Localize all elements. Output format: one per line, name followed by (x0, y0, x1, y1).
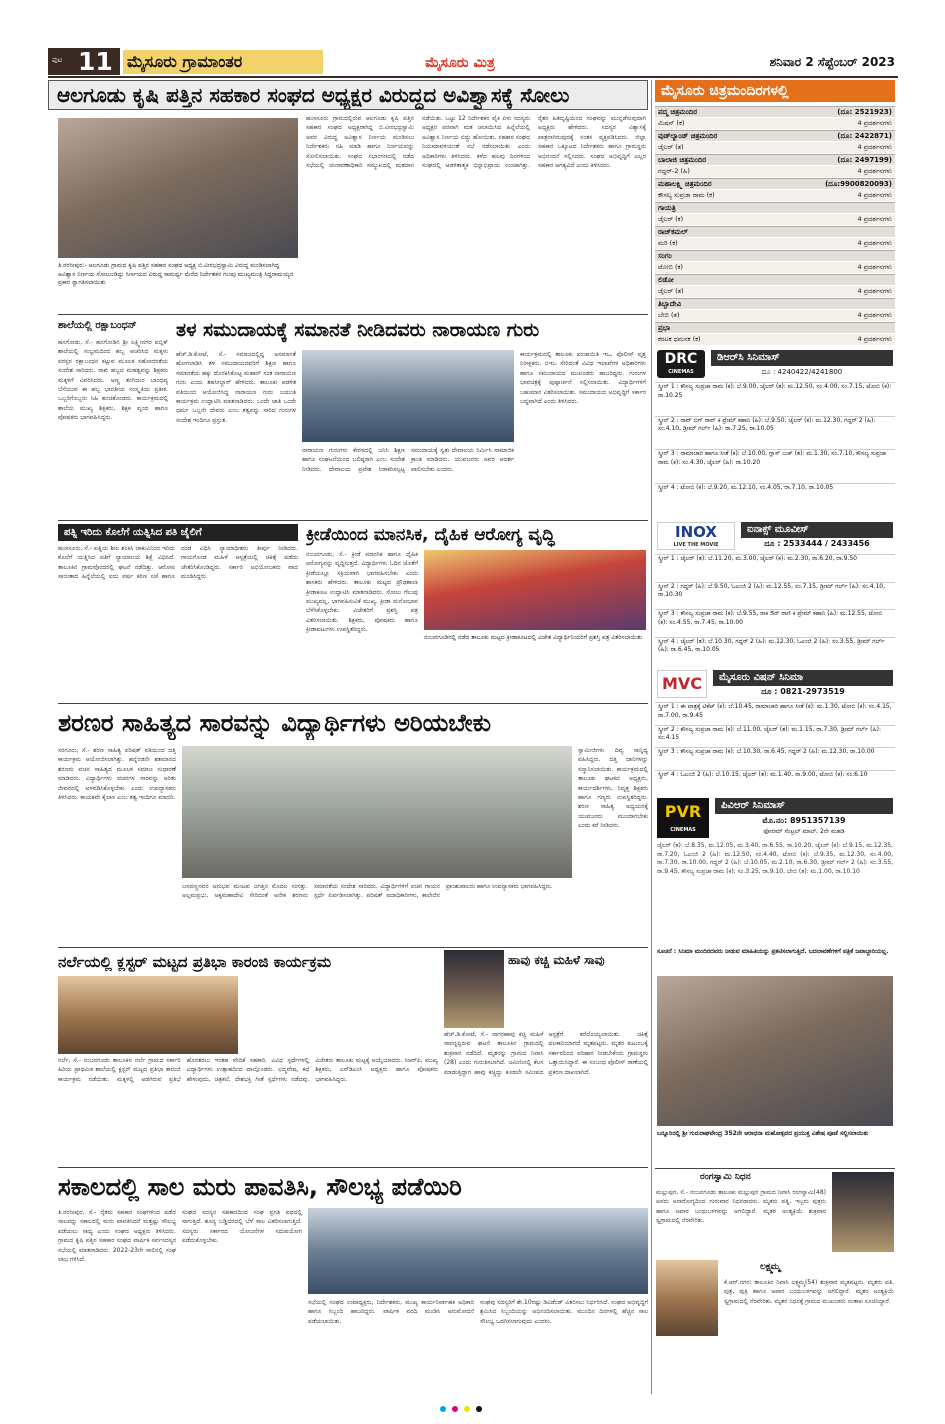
page-header (0, 0, 945, 78)
narayana-body-b: ನಾರಾಯಣ ಗುರುಗಳು ಕೇರಳದಲ್ಲಿ ಜನಿಸಿ ಶಿಕ್ಷಣ ಹಾಗೂ ಸಂಘಟನೆಯಿಂದ ಬಲಿಷ್ಠರಾಗಿ ಎಂಬ ಸಂದೇಶ ನೀಡಿದರು. ದೇವಾಲಯ ಪ್ರವೇಶ ನಿರಾಕರಿಸಲ್ಪಟ್ಟ ಸಮುದಾಯಕ್ಕೆ ಸ್ವತಃ ದೇವಾಲಯ ನಿರ್ಮಿಸಿ ಸಾಮಾಜಿಕ ಕ್ರಾಂತಿ ಮಾಡಿದರು. ಯುವಜನರು ಅವರ ಆದರ್ಶ ಪಾಲಿಸಬೇಕು ಎಂದರು. (302, 447, 514, 473)
cinema-panel (655, 80, 895, 1170)
sharana-body-b: ಬಸವಣ್ಣನವರ ಅನುಭವ ಮಂಟಪ ಜಗತ್ತಿನ ಮೊದಲ ಸಂಸತ್ತು. ಅಲ್ಲಮಪ್ರಭು, ಅಕ್ಕಮಹಾದೇವಿ ಸೇರಿದಂತೆ ಅನೇಕ ಶರಣರು ಸಮಾನತೆಯ ಸಂದೇಶ ಸಾರಿದರು. ವಿದ್ಯಾರ್ಥಿಗಳಿಗೆ ವಚನ ಗಾಯನ ಸ್ಪರ್ಧೆ ಏರ್ಪಡಿಸಲಾಗಿತ್ತು. ಪರಿಷತ್ ಪದಾಧಿಕಾರಿಗಳು, ಕಾಲೇಜಿನ ಪ್ರಾಂಶುಪಾಲರು ಹಾಗೂ ಉಪನ್ಯಾಸಕರು ಭಾಗವಹಿಸಿದ್ದರು. (182, 883, 553, 900)
theatre-row-label: ಜೈಲರ್ (ತ) (658, 287, 684, 295)
screen-showtimes: ಸ್ಕ್ರೀನ್ 1 : ಈ ಪಾತ್ರಕ್ಕೆ ಟಿಕೆಟ್ (ಕ): ಬೆ.10.45, ರಾಮಾಚಾರಿ ಹಾಗೂ ಸೀತೆ (ಕ): ಮ.1.30, ಟೋಬಿ (ಕ): ಸಂ.4.15, ರಾ.7.00, ರಾ.9.45 (655, 702, 895, 725)
section-rule (655, 1168, 895, 1169)
theatre-row-label: ಮರಿ (ಕ) (658, 239, 678, 247)
theatre-name-row (655, 226, 895, 237)
screen-showtimes: ಸ್ಕ್ರೀನ್ 3 : ಕೌಸಲ್ಯ ಸುಪ್ರಜಾ ರಾಮ (ಕ): ಬೆ.9.55, ರಾಕಿ ಔರ್ ರಾಣಿ ಕಿ ಪ್ರೇಮ್ ಕಹಾನಿ (ಹಿ): ಮ.12.55, ಟೋಬಿ (ಕ): ಸಂ.4.55, ರಾ.7.45, ರಾ.10.00 (655, 609, 895, 637)
cinema-title: ಮೈಸೂರು ಚಿತ್ರಮಂದಿರಗಳಲ್ಲಿ (655, 80, 895, 102)
theatre-row-label: ಪದ್ಮ ಚಿತ್ರಮಂದಿರ (658, 108, 698, 116)
screen-showtimes: ಸ್ಕ್ರೀನ್ 4 : ಓಎಂಜಿ 2 (ಹಿ): ಬೆ.10.15, ಜೈಲರ್ (ತ): ಮ.1.40, ರಾ.9.00, ಟೋಬಿ (ಕ): ಸಂ.6.10 (655, 770, 895, 793)
pvr-note: ಸೂಚನೆ : ಸಿನಿಮಾ ಮಂದಿರದವರು ನೀಡುವ ಮಾಹಿತಿಯನ್ನು ಪ್ರಕಟಿಸಲಾಗುತ್ತಿದೆ. ಬದಲಾವಣೆಗಳಿಗೆ ಪತ್ರಿಕೆ ಜವಾಬ್ದಾರಿಯಲ್ಲ. (657, 948, 889, 955)
ganapati-photo (657, 976, 893, 1126)
inox-name: ಐನಾಕ್ಸ್ ಮೂವೀಸ್ (741, 522, 893, 538)
loan-headline: ಸಕಾಲದಲ್ಲಿ ಸಾಲ ಮರು ಪಾವತಿಸಿ, ಸೌಲಭ್ಯ ಪಡೆಯಿರಿ (58, 1173, 462, 1201)
theatre-name-row (655, 298, 895, 309)
theatre-movie-row (655, 310, 895, 321)
mvc-logo: MVC (657, 670, 707, 698)
theatre-row-info: (ದೂ:9900820093) (825, 180, 892, 188)
narayana-body-c: ಕಾರ್ಯಕ್ರಮದಲ್ಲಿ ತಾಲೂಕು ಪಂಚಾಯಿತಿ ಇಒ, ಪೊಲೀಸ್ ವೃತ್ತ ನಿರೀಕ್ಷಕರು, ಬಿಇಒ ಸೇರಿದಂತೆ ವಿವಿಧ ಇಲಾಖೆಗಳ ಅಧಿಕಾರಿಗಳು ಹಾಗೂ ಸಮುದಾಯದ ಮುಖಂಡರು ಹಾಜರಿದ್ದರು. ಗುರುಗಳ ಭಾವಚಿತ್ರಕ್ಕೆ ಪುಷ್ಪಾರ್ಚನೆ ಸಲ್ಲಿಸಲಾಯಿತು. ವಿದ್ಯಾರ್ಥಿಗಳಿಗೆ ಬಹುಮಾನ ವಿತರಿಸಲಾಯಿತು. ಸಮುದಾಯದ ಅಭಿವೃದ್ಧಿಗೆ ಸರ್ಕಾರ ಬದ್ಧವಾಗಿದೆ ಎಂದು ತಿಳಿಸಿದರು. (520, 351, 646, 406)
header-divider (48, 76, 898, 78)
theatre-row-label: ಗಾಯತ್ರಿ (658, 204, 676, 212)
page-number: 11 (78, 47, 113, 76)
column-rule (651, 80, 652, 1394)
theatre-movie-row (655, 166, 895, 177)
theatre-row-label: ಮಿಷನ್ (ಕ) (658, 119, 685, 127)
theatre-row-label: ಲಿಡೋ (658, 276, 674, 284)
obit1-photo (832, 1172, 894, 1252)
theatre-row-label: ಪ್ರಭಾ (658, 324, 671, 332)
sharana-photo (182, 746, 572, 878)
theatre-list (655, 106, 895, 346)
theatre-name-row (655, 130, 895, 141)
section-rule (58, 1167, 648, 1168)
mvc-name: ಮೈಸೂರು ವಿಷನ್ ಸಿನಿಮಾ (713, 670, 893, 686)
cluster-body: ನರ್ಲೆ, ಸೆ.- ನಂಜನಗೂಡು ತಾಲೂಕಿನ ನರ್ಲೆ ಗ್ರಾಮದ ಸರ್ಕಾರಿ ಹಿರಿಯ ಪ್ರಾಥಮಿಕ ಶಾಲೆಯಲ್ಲಿ ಕ್ಲಸ್ಟರ್ ಮಟ್ಟದ ಪ್ರತಿಭಾ ಕಾರಂಜಿ ಕಾರ್ಯಕ್ರಮ ನಡೆಯಿತು. ಮಕ್ಕಳಲ್ಲಿ ಅಡಗಿರುವ ಪ್ರತಿಭೆ ಹೊರತರಲು ಇಂತಹ ವೇದಿಕೆ ಸಹಕಾರಿ. ವಿವಿಧ ಸ್ಪರ್ಧೆಗಳಲ್ಲಿ ವಿದ್ಯಾರ್ಥಿಗಳು ಉತ್ಸಾಹದಿಂದ ಪಾಲ್ಗೊಂಡರು. ಛದ್ಮವೇಷ, ಕಥೆ ಹೇಳುವುದು, ಚಿತ್ರಕಲೆ, ದೇಶಭಕ್ತಿ ಗೀತೆ ಸ್ಪರ್ಧೆಗಳು ನಡೆದವು. ವಿಜೇತರು ತಾಲೂಕು ಮಟ್ಟಕ್ಕೆ ಆಯ್ಕೆಯಾದರು. ಸಿಆರ್‌ಪಿ, ಮುಖ್ಯ ಶಿಕ್ಷಕರು, ಎಸ್‌ಡಿಎಂಸಿ ಅಧ್ಯಕ್ಷರು ಹಾಗೂ ಪೋಷಕರು ಭಾಗವಹಿಸಿದ್ದರು. (58, 1057, 438, 1083)
theatre-movie-row (655, 286, 895, 297)
section-title: ಮೈಸೂರು ಗ್ರಾಮಾಂತರ (123, 50, 323, 74)
story1-body: ಹುಣಸೂರು ಗ್ರಾಮದಲ್ಲಿರುವ ಆಲಗೂಡು ಕೃಷಿ ಪತ್ತಿನ ಸಹಕಾರ ಸಂಘದ ಅಧ್ಯಕ್ಷರಾಗಿದ್ದ ಬಿ.ವೀರಭದ್ರಸ್ವಾಮಿ ಅವರ ವಿರುದ್ಧ ಅವಿಶ್ವಾಸ ನಿರ್ಣಯ ಮಂಡಿಸಲು ನಿರ್ದೇಶಕರು ಸಹಿ ಮಾಡಿ ಹಾಗೂ ನಿರ್ಣಯವನ್ನು ಸೋಲಿಸಲಾಯಿತು. ಸಂಘದ ಸಭಾಂಗಣದಲ್ಲಿ ನಡೆದ ಸಭೆಯಲ್ಲಿ ಚುನಾವಣಾಧಿಕಾರಿ ಸಮ್ಮುಖದಲ್ಲಿ ಮತದಾನ ನಡೆಯಿತು. ಒಟ್ಟು 12 ನಿರ್ದೇಶಕರ ಪೈಕಿ ಏಳು ಸದಸ್ಯರು ಅಧ್ಯಕ್ಷರ ಪರವಾಗಿ ಮತ ಚಲಾಯಿಸಿದ ಹಿನ್ನೆಲೆಯಲ್ಲಿ ಅವಿಶ್ವಾಸ ನಿರ್ಣಯ ಬಿದ್ದು ಹೋಯಿತು. ಸಹಕಾರ ಸಂಘದ ನಿಯಮಾವಳಿಯಂತೆ ಸಭೆ ನಡೆಸಲಾಯಿತು ಎಂದು ಅಧಿಕಾರಿಗಳು ತಿಳಿಸಿದರು. ಕಳೆದ ಹಲವು ದಿನಗಳಿಂದ ಸಂಘದಲ್ಲಿ ಆಡಳಿತಾತ್ಮಕ ಭಿನ್ನಾಭಿಪ್ರಾಯ ಉಂಟಾಗಿತ್ತು. ರೈತರ ಹಿತದೃಷ್ಟಿಯಿಂದ ಸಂಘವನ್ನು ಮುನ್ನಡೆಸುವುದಾಗಿ ಅಧ್ಯಕ್ಷರು ಹೇಳಿದರು. ಸದಸ್ಯರ ವಿಶ್ವಾಸಕ್ಕೆ ಪಾತ್ರನಾಗಿರುವುದಕ್ಕೆ ಸಂತಸ ವ್ಯಕ್ತಪಡಿಸಿದರು. ಜಿಲ್ಲಾ ಸಹಕಾರ ಒಕ್ಕೂಟದ ನಿರ್ದೇಶಕರು ಹಾಗೂ ಗ್ರಾಮಸ್ಥರು ಅಭಿನಂದನೆ ಸಲ್ಲಿಸಿದರು. ಸಂಘದ ಅಭಿವೃದ್ಧಿಗೆ ಎಲ್ಲರ ಸಹಕಾರ ಅಗತ್ಯವಿದೆ ಎಂದು ತಿಳಿಸಿದರು. (306, 115, 646, 170)
pvr-shows: ಜೈಲರ್ (ತ): ಬೆ.8.35, ಮ.12.05, ಮ.3.40, ರಾ.6.55, ರಾ.10.20, ಜೈಲರ್ (ಕ): ಬೆ.9.15, ಮ.12.35, ರಾ.7.20, ಓಎಂಜಿ 2 (ಹಿ): ಮ.12.50, ಸಂ.4.40, ಟೋಬಿ (ಕ): ಬೆ.9.35, ಮ.12.30, ಸಂ.4.00, ರಾ.7.30, ರಾ.10.00, ಗದ್ದರ್ 2 (ಹಿ): ಬೆ.10.05, ಮ.2.10, ರಾ.6.30, ಡ್ರೀಮ್ ಗರ್ಲ್ 2 (ಹಿ): ಸಂ.3.55, ರಾ.9.45, ಕೌಸಲ್ಯ ಸುಪ್ರಜಾ ರಾಮ (ಕ): ಸಂ.3.25, ರಾ.9.10, ಬೇಬಿ (ತ): ಮ.1.00, ರಾ.10.10 (657, 842, 893, 875)
theatre-movie-row (655, 262, 895, 273)
pvr-logo-sub: CINEMAS (670, 827, 696, 833)
screen-showtimes: ಸ್ಕ್ರೀನ್ 4 : ಟೋಬಿ (ಕ): ಬೆ.9.20, ಮ.12.10, ಸಂ.4.05, ರಾ.7.10, ರಾ.10.05 (655, 483, 895, 517)
cluster-photo (58, 976, 238, 1054)
section-rule (58, 947, 648, 948)
inox-block (655, 520, 895, 666)
theatre-row-label: ವುಡ್‌ಲ್ಯಾಂಡ್ ಚಿತ್ರಮಂದಿರ (658, 132, 718, 140)
theatre-row-info: 4 ಪ್ರದರ್ಶನಗಳು (857, 287, 892, 295)
page-label: ಪುಟ (52, 56, 63, 64)
page-number-box (48, 48, 120, 75)
theatre-row-info: 4 ಪ್ರದರ್ಶನಗಳು (857, 335, 892, 343)
section-rule (58, 520, 648, 521)
theatre-name-row (655, 274, 895, 285)
screen-showtimes: ಸ್ಕ್ರೀನ್ 2 : ರಾವ್ ಬಿಗ್ ರಾವ್ ಕಿ ಪ್ರೇಮ್ ಕಹಾನಿ (ಹಿ): ಬೆ.9.50, ಜೈಲರ್ (ಕ): ಮ.12.30, ಗದ್ದರ್ 2 (ಹಿ): ಸಂ.4.10, ಡ್ರೀಮ್ ಗರ್ಲ್ (ಹಿ): ರಾ.7.25, ರಾ.10.05 (655, 416, 895, 450)
inox-logo-text: INOX (675, 523, 717, 541)
story1-caption: ತಿ.ನರಸೀಪುರ:- ಆಲಗೂಡು ಗ್ರಾಮದ ಕೃಷಿ ಪತ್ತಿನ ಸಹಕಾರ ಸಂಘದ ಅಧ್ಯಕ್ಷ ಬಿ.ವೀರಭದ್ರಸ್ವಾಮಿ ವಿರುದ್ಧ ಮಂಡಿಸಲಾಗಿದ್ದ ಅವಿಶ್ವಾಸ ನಿರ್ಣಯ ಸೋಲುಂಡಿದ್ದು ಸಿರ್ಣಯದ ವಿರುದ್ಧ ಸಾಮರ್ಥ್ಯ ಮೆರೆದ ನಿರ್ದೇಶಕರ ಗುಂಪು ಮುಖ್ಯಮಂತ್ರಿ ಸಿದ್ದರಾಮಯ್ಯರ ಪ್ರಕಾರ ಸ್ವಾಗತಿಸಲಾಯಿತು (58, 262, 294, 286)
ganapati-caption: ಬನ್ನೂರಿನಲ್ಲಿ ಶ್ರೀ ಗುರುರಾಘವೇಂದ್ರ 352ನೇ ಆರಾಧನಾ ಮಹೋತ್ಸವದ ಪ್ರಯುಕ್ತ ವಿಶೇಷ ಪೂಜೆ ಸಲ್ಲಿಸಲಾಯಿತು (657, 1130, 869, 1137)
theatre-name-row (655, 322, 895, 333)
narayana-body-a: ಹೆಚ್.ಡಿ.ಕೋಟೆ, ಸೆ.- ಸಮಾಜದಲ್ಲಿದ್ದ ಅಸಮಾನತೆ ಹೋಗಲಾಡಿಸಿ ತಳ ಸಮುದಾಯದವರಿಗೆ ಶಿಕ್ಷಣ ಹಾಗೂ ಸಮಾನತೆಯ ಹಕ್ಕು ದೊರಕಿಸಿಕೊಟ್ಟ ಮಹಾನ್ ಸಂತ ನಾರಾಯಣ ಗುರು ಎಂದು ತಹಸೀಲ್ದಾರ್ ಹೇಳಿದರು. ತಾಲೂಕು ಆಡಳಿತ ವತಿಯಿಂದ ಆಯೋಜಿಸಿದ್ದ ನಾರಾಯಣ ಗುರು ಜಯಂತಿ ಕಾರ್ಯಕ್ರಮ ಉದ್ಘಾಟಿಸಿ ಮಾತನಾಡಿದರು. ಒಂದೇ ಜಾತಿ ಒಂದೇ ಧರ್ಮ ಒಬ್ಬನೇ ದೇವರು ಎಂಬ ತತ್ವವನ್ನು ಸಾರಿದ ಗುರುಗಳ ಸಂದೇಶ ಇಂದಿಗೂ ಪ್ರಸ್ತುತ. (176, 351, 296, 424)
narayana-headline: ತಳ ಸಮುದಾಯಕ್ಕೆ ಸಮಾನತೆ ನೀಡಿದವರು ನಾರಾಯಣ ಗುರು (176, 319, 540, 341)
loan-body-b: ಸಂಘದ ಸದಸ್ಯರ ಸಹಕಾರದಿಂದ ಸಂಘ ಪ್ರಗತಿ ಪಥದಲ್ಲಿ ಸಾಗುತ್ತಿದೆ. ಶೂನ್ಯ ಬಡ್ಡಿದರದಲ್ಲಿ ಬೆಳೆ ಸಾಲ ವಿತರಿಸಲಾಗುತ್ತಿದೆ. ಸದಸ್ಯರು ಸರ್ಕಾರದ ಯೋಜನೆಗಳ ಸದುಪಯೋಗ ಪಡೆದುಕೊಳ್ಳಬೇಕು. (182, 1209, 302, 1245)
loan-body-a: ತಿ.ನರಸೀಪುರ, ಸೆ.- ರೈತರು ಸಹಕಾರ ಸಂಘಗಳಿಂದ ಪಡೆದ ಸಾಲವನ್ನು ಸಕಾಲದಲ್ಲಿ ಮರು ಪಾವತಿಸಿದರೆ ಮತ್ತಷ್ಟು ಸೌಲಭ್ಯ ಪಡೆಯಲು ಸಾಧ್ಯ ಎಂದು ಸಂಘದ ಅಧ್ಯಕ್ಷರು ತಿಳಿಸಿದರು. ಗ್ರಾಮದ ಕೃಷಿ ಪತ್ತಿನ ಸಹಕಾರ ಸಂಘದ ವಾರ್ಷಿಕ ಸರ್ವಸದಸ್ಯರ ಸಭೆಯಲ್ಲಿ ಮಾತನಾಡಿದರು. 2022-23ನೇ ಸಾಲಿನಲ್ಲಿ ಸಂಘ ಲಾಭ ಗಳಿಸಿದೆ. (58, 1209, 176, 1264)
rakhi-body: ಹನಗೋಡು, ಸೆ.- ಹನಗೋಡಿನ ಶ್ರೀ ಲಕ್ಷ್ಮೀನಗರ ಪಬ್ಲಿಕ್ ಶಾಲೆಯಲ್ಲಿ ಸಂಭ್ರಮದಿಂದ ಹಬ್ಬ ಆಚರಿಸಿದ ಮಕ್ಕಳು ಪರಸ್ಪರ ರಕ್ಷಾಬಂಧನ ಕಟ್ಟುವ ಮೂಲಕ ಸಹೋದರತೆಯ ಸಂದೇಶ ಸಾರಿದರು. ರಾಖಿ ಹಬ್ಬದ ಮಹತ್ವವನ್ನು ಶಿಕ್ಷಕರು ಮಕ್ಕಳಿಗೆ ವಿವರಿಸಿದರು. ಅಣ್ಣ ತಂಗಿಯರ ಬಾಂಧವ್ಯ ಬೆಸೆಯುವ ಈ ಹಬ್ಬ ಭಾರತೀಯ ಸಂಸ್ಕೃತಿಯ ಪ್ರತೀಕ. ಒಬ್ಬರಿಗೊಬ್ಬರು ಸಿಹಿ ಹಂಚಿಕೊಂಡರು. ಕಾರ್ಯಕ್ರಮದಲ್ಲಿ ಶಾಲೆಯ ಮುಖ್ಯ ಶಿಕ್ಷಕರು, ಶಿಕ್ಷಕ ವೃಂದ ಹಾಗೂ ಪೋಷಕರು ಭಾಗವಹಿಸಿದ್ದರು. (58, 339, 168, 422)
snake-body: ಹೆಚ್.ಡಿ.ಕೋಟೆ, ಸೆ.- ನಾಗರಹಾವು ಕಚ್ಚಿ ಮಹಿಳೆ ಸಾವನ್ನಪ್ಪಿರುವ ಘಟನೆ ತಾಲೂಕಿನ ಗ್ರಾಮದಲ್ಲಿ ಶುಕ್ರವಾರ ನಡೆದಿದೆ. ಮೃತರನ್ನು ಗ್ರಾಮದ ನಿವಾಸಿ (28) ಎಂದು ಗುರುತಿಸಲಾಗಿದೆ. ಜಮೀನಿನಲ್ಲಿ ಕೆಲಸ ಮಾಡುತ್ತಿದ್ದಾಗ ಹಾವು ಕಚ್ಚಿದ್ದು ಕೂಡಲೇ ಸಮೀಪದ ಆಸ್ಪತ್ರೆಗೆ ಕರೆದೊಯ್ಯಲಾಯಿತು. ಚಿಕಿತ್ಸೆ ಫಲಕಾರಿಯಾಗದೆ ಮೃತಪಟ್ಟರು. ಮೃತರ ಕುಟುಂಬಕ್ಕೆ ಸರ್ಕಾರದಿಂದ ಪರಿಹಾರ ನೀಡಬೇಕೆಂದು ಗ್ರಾಮಸ್ಥರು ಒತ್ತಾಯಿಸಿದ್ದಾರೆ. ಈ ಸಂಬಂಧ ಪೊಲೀಸ್ ಠಾಣೆಯಲ್ಲಿ ಪ್ರಕರಣ ದಾಖಲಾಗಿದೆ. (444, 1031, 648, 1076)
pvr-logo-text: PVR (664, 802, 702, 821)
drc-logo-text: DRC (664, 351, 698, 367)
theatre-row-info: 4 ಪ್ರದರ್ಶನಗಳು (857, 263, 892, 271)
theatre-movie-row (655, 238, 895, 249)
screen-showtimes: ಸ್ಕ್ರೀನ್ 3 : ಕೌಸಲ್ಯ ಸುಪ್ರಜಾ ರಾಮ (ಕ): ಬೆ.10.30, ರಾ.6.45, ಗದ್ದರ್ 2 (ಹಿ): ಮ.12.30, ರಾ.10.00 (655, 747, 895, 770)
obit1-title: ರಂಗಸ್ವಾಮಿ ನಿಧನ (700, 1172, 751, 1182)
story1-photo (58, 118, 298, 258)
mvc-phone: ದೂ : 0821-2973519 (761, 687, 845, 696)
masthead: ಮೈಸೂರು ಮಿತ್ರ (425, 55, 495, 71)
pvr-address: ಫೋರಮ್ ಸೆಂಟ್ರಲ್ ಮಾಲ್, 2ನೇ ಮಹಡಿ (763, 828, 845, 835)
theatre-name-row (655, 178, 895, 189)
jail-body: ಹುಣಸೂರು, ಸೆ.- ಪತ್ನಿಯ ಶೀಲ ಶಂಕಿಸಿ ಚಾಕುವಿನಿಂದ ಇರಿದು ಕೊಲೆಗೆ ಯತ್ನಿಸಿದ ಪತಿಗೆ ನ್ಯಾಯಾಲಯ ಶಿಕ್ಷೆ ವಿಧಿಸಿದೆ. ತಾಲೂಕಿನ ಗ್ರಾಮವೊಂದರಲ್ಲಿ ಘಟನೆ ನಡೆದಿತ್ತು. ಆರೋಪ ಸಾಬೀತಾದ ಹಿನ್ನೆಲೆಯಲ್ಲಿ ಐದು ವರ್ಷ ಕಠಿಣ ಸಜೆ ಹಾಗೂ ದಂಡ ವಿಧಿಸಿ ನ್ಯಾಯಾಧೀಶರು ತೀರ್ಪು ನೀಡಿದರು. ಗಾಯಗೊಂಡ ಮಹಿಳೆ ಆಸ್ಪತ್ರೆಯಲ್ಲಿ ಚಿಕಿತ್ಸೆ ಪಡೆದು ಚೇತರಿಸಿಕೊಂಡಿದ್ದರು. ಸರ್ಕಾರಿ ಅಭಿಯೋಜಕರು ವಾದ ಮಂಡಿಸಿದ್ದರು. (58, 545, 298, 581)
registration-marks (440, 1404, 510, 1414)
loan-body-d: ಸಂಘವು ಸದಸ್ಯರಿಗೆ ಶೇ.10ರಷ್ಟು ಡಿವಿಡೆಂಡ್ ವಿತರಿಸಲು ನಿರ್ಧರಿಸಿದೆ. ಸಂಘದ ಅಭಿವೃದ್ಧಿಗೆ ಶ್ರಮಿಸಿದ ಸಿಬ್ಬಂದಿಯನ್ನು ಅಭಿನಂದಿಸಲಾಯಿತು. ಮುಂದಿನ ದಿನಗಳಲ್ಲಿ ಹೆಚ್ಚಿನ ಸಾಲ ಸೌಲಭ್ಯ ಒದಗಿಸಲಾಗುವುದು ಎಂದರು. (480, 1299, 648, 1325)
theatre-row-label: ಜೈಲರ್ (ಕ) (658, 215, 684, 223)
inox-logo (657, 522, 735, 550)
screen-showtimes: ಸ್ಕ್ರೀನ್ 1 : ಕೌಸಲ್ಯ ಸುಪ್ರಜಾ ರಾಮ (ಕ): ಬೆ.9.00, ಜೈಲರ್ (ತ): ಮ.12.50, ಸಂ.4.00, ಸಂ.7.15, ಟೋಬಿ (ಕ): ರಾ.10.25 (655, 382, 895, 416)
loan-body-c: ಸಭೆಯಲ್ಲಿ ಸಂಘದ ಉಪಾಧ್ಯಕ್ಷರು, ನಿರ್ದೇಶಕರು, ಮುಖ್ಯ ಕಾರ್ಯನಿರ್ವಾಹಕ ಅಧಿಕಾರಿ ಹಾಗೂ ಸಿಬ್ಬಂದಿ ಹಾಜರಿದ್ದರು. ವಾರ್ಷಿಕ ವರದಿ ಮಂಡಿಸಿ ಅನುಮೋದನೆ ಪಡೆಯಲಾಯಿತು. (308, 1299, 474, 1325)
theatre-row-info: 4 ಪ್ರದರ್ಶನಗಳು (857, 119, 892, 127)
obit2-title: ಲಕ್ಷ್ಮಮ್ಮ (760, 1262, 781, 1272)
theatre-name-row (655, 154, 895, 165)
drc-phone: ದೂ : 4240422/4241800 (761, 368, 843, 376)
theatre-row-label: ಟೋಬಿ (ಕ) (658, 263, 683, 271)
theatre-row-info: (ದೂ: 2521923) (837, 108, 892, 116)
story1-headline: ಆಲಗೂಡು ಕೃಷಿ ಪತ್ತಿನ ಸಹಕಾರ ಸಂಘದ ಅಧ್ಯಕ್ಷರ ವಿರುದ್ಧದ ಅವಿಶ್ವಾಸಕ್ಕೆ ಸೋಲು (48, 80, 648, 110)
yellow-dot (464, 1406, 470, 1412)
theatre-movie-row (655, 190, 895, 201)
sports-body: ನಂಜನಗೂಡು, ಸೆ.- ಕ್ರೀಡೆ ಮಾನಸಿಕ ಹಾಗೂ ದೈಹಿಕ ಆರೋಗ್ಯವನ್ನು ವೃದ್ಧಿಸುತ್ತದೆ. ವಿದ್ಯಾರ್ಥಿಗಳು ಓದಿನ ಜೊತೆಗೆ ಕ್ರೀಡೆಯಲ್ಲೂ ಸಕ್ರಿಯವಾಗಿ ಭಾಗವಹಿಸಬೇಕು ಎಂದು ಶಾಸಕರು ಹೇಳಿದರು. ತಾಲೂಕು ಮಟ್ಟದ ಪ್ರೌಢಶಾಲಾ ಕ್ರೀಡಾಕೂಟ ಉದ್ಘಾಟಿಸಿ ಮಾತನಾಡಿದರು. ಸೋಲು ಗೆಲುವು ಮುಖ್ಯವಲ್ಲ, ಭಾಗವಹಿಸುವಿಕೆ ಮುಖ್ಯ. ಕ್ರೀಡಾ ಮನೋಭಾವ ಬೆಳೆಸಿಕೊಳ್ಳಬೇಕು. ವಿಜೇತರಿಗೆ ಪ್ರಶಸ್ತಿ ಪತ್ರ ವಿತರಿಸಲಾಯಿತು. ಶಿಕ್ಷಕರು, ಪೋಷಕರು ಹಾಗೂ ಕ್ರೀಡಾಪಟುಗಳು ಉಪಸ್ಥಿತರಿದ್ದರು. (306, 551, 418, 634)
obit2-photo (656, 1260, 718, 1336)
theatre-row-label: ಗದ್ದರ್-2 (ಹಿ) (658, 167, 690, 175)
inox-phone: ದೂ : 2533444 / 2433456 (764, 539, 870, 548)
cluster-headline: ನರ್ಲೆಯಲ್ಲಿ ಕ್ಲಸ್ಟರ್ ಮಟ್ಟದ ಪ್ರತಿಭಾ ಕಾರಂಜಿ ಕಾರ್ಯಕ್ರಮ (58, 953, 332, 971)
theatre-row-info: 4 ಪ್ರದರ್ಶನಗಳು (857, 215, 892, 223)
theatre-name-row (655, 250, 895, 261)
theatre-row-info: 4 ಪ್ರದರ್ಶನಗಳು (857, 311, 892, 319)
pvr-phone: ಮೊ.ನಂ: 8951357139 (762, 816, 846, 825)
theatre-row-label: ಕೌಸಲ್ಯ ಸುಪ್ರಜಾ ರಾಮ (ಕ) (658, 191, 715, 199)
screen-showtimes: ಸ್ಕ್ರೀನ್ 3 : ರಾಮಾಚಾರಿ ಹಾಗೂ ಸೀತೆ (ಕ): ಬೆ.10.00, ಗ್ಲಾಸ್ ಬುಕ್ (ತ): ಮ.1.30, ಸಂ.7.10, ಕೌಸಲ್ಯ ಸುಪ್ರಜಾ ರಾಮ (ಕ): ಸಂ.4.30, ಜೈಲರ್ (ಹಿ): ರಾ.10.20 (655, 449, 895, 483)
drc-logo-sub: CINEMAS (668, 369, 694, 375)
inox-logo-sub: LIVE THE MOVIE (673, 542, 719, 548)
rakhi-title: ಶಾಲೆಯಲ್ಲಿ ರಕ್ಷಾಬಂಧನ್ (58, 320, 137, 331)
sports-photo (424, 550, 646, 630)
theatre-movie-row (655, 214, 895, 225)
theatre-row-label: ಕರಟಕ ಧಮನಕ (ಕ) (658, 335, 701, 343)
pvr-logo (657, 798, 709, 838)
sports-caption: ನಂಜನಗೂಡಿನಲ್ಲಿ ನಡೆದ ತಾಲೂಕು ಮಟ್ಟದ ಕ್ರೀಡಾಕೂಟದಲ್ಲಿ ವಿಜೇತ ವಿದ್ಯಾರ್ಥಿನಿಯರಿಗೆ ಪ್ರಶಸ್ತಿ ಪತ್ರ ವಿತರಿಸಲಾಯಿತು (424, 634, 643, 641)
theatre-row-label: ಬೇಬಿ (ತ) (658, 311, 680, 319)
screen-showtimes: ಸ್ಕ್ರೀನ್ 2 : ಗದ್ದರ್ (ಹಿ): ಬೆ.9.50, ಓಎಂಜಿ 2 (ಹಿ): ಮ.12.55, ಸಂ.7.15, ಡ್ರೀಮ್ ಗರ್ಲ್ (ಹಿ): ಸಂ.4.10, ರಾ.10.30 (655, 582, 895, 610)
jail-title: ಪತ್ನಿ ಇರಿದು ಕೊಲೆಗೆ ಯತ್ನಿಸಿದ ಪತಿ ಜೈಲಿಗೆ (58, 524, 298, 541)
theatre-row-label: ರಾಜ್‌ಕಮಲ್ (658, 228, 688, 236)
section-rule (58, 314, 648, 315)
pvr-name: ಪಿವಿಆರ್ ಸಿನಿಮಾಸ್ (715, 798, 893, 814)
theatre-name-row (655, 106, 895, 117)
sports-headline: ಕ್ರೀಡೆಯಿಂದ ಮಾನಸಿಕ, ದೈಹಿಕ ಆರೋಗ್ಯ ವೃದ್ಧಿ (306, 525, 555, 545)
theatre-movie-row (655, 118, 895, 129)
screen-showtimes: ಸ್ಕ್ರೀನ್ 4 : ಜೈಲರ್ (ತ): ಬೆ.10.30, ಗದ್ದರ್ 2 (ಹಿ): ಮ.12.30, ಓಎಂಜಿ 2 (ಹಿ): ಸಂ.3.55, ಡ್ರೀಮ್ ಗರ್ಲ್ (ಹಿ): ರಾ.6.45, ರಾ.10.05 (655, 637, 895, 665)
theatre-row-label: ಸಂಗಂ (658, 252, 672, 260)
theatre-row-info: (ದೂ: 2422871) (837, 132, 892, 140)
obit1-body: ಮಲ್ಲುಪುರ, ಸೆ.- ನಂಜನಗೂಡು ತಾಲೂಕು ಮಲ್ಲುಪುರ ಗ್ರಾಮದ ನಿವಾಸಿ ರಂಗಸ್ವಾಮಿ(48) ಅವರು ಅನಾರೋಗ್ಯದಿಂದ ಗುರುವಾರ ನಿಧನರಾದರು. ಮೃತರು ಪತ್ನಿ, ಇಬ್ಬರು ಪುತ್ರರು ಹಾಗೂ ಅಪಾರ ಬಂಧುಬಳಗವನ್ನು ಅಗಲಿದ್ದಾರೆ. ಮೃತರ ಅಂತ್ಯಕ್ರಿಯೆ ಶುಕ್ರವಾರ ಸ್ವಗ್ರಾಮದಲ್ಲಿ ನೆರವೇರಿತು. (656, 1189, 826, 1225)
theatre-movie-row (655, 334, 895, 345)
screen-showtimes: ಸ್ಕ್ರೀನ್ 1 : ಜೈಲರ್ (ತ): ಬೆ.11.20, ಮ.3.00, ಜೈಲರ್ (ಕ): ಮ.2.30, ರಾ.6.20, ರಾ.9.50 (655, 554, 895, 582)
section-rule (58, 703, 648, 704)
pvr-block (655, 796, 895, 972)
theatre-row-label: ತಿಬ್ಬಾದೇವಿ (658, 300, 682, 308)
drc-shows (655, 382, 895, 516)
drc-logo (657, 350, 705, 378)
theatre-row-info: 4 ಪ್ರದರ್ಶನಗಳು (857, 239, 892, 247)
snake-photo (444, 950, 504, 1028)
theatre-movie-row (655, 142, 895, 153)
theatre-name-row (655, 202, 895, 213)
sharana-body-a: ಸರಗೂರು, ಸೆ.- ಶರಣ ಸಾಹಿತ್ಯ ಪರಿಷತ್ ವತಿಯಿಂದ ದತ್ತಿ ಕಾರ್ಯಕ್ರಮ ಆಯೋಜಿಸಲಾಗಿತ್ತು. ಹನ್ನೆರಡನೇ ಶತಮಾನದ ಶರಣರು ವಚನ ಸಾಹಿತ್ಯದ ಮೂಲಕ ಸಮಾಜ ಸುಧಾರಣೆ ಮಾಡಿದರು. ವಿದ್ಯಾರ್ಥಿಗಳು ವಚನಗಳ ಸಾರವನ್ನು ಅರಿತು ಜೀವನದಲ್ಲಿ ಅಳವಡಿಸಿಕೊಳ್ಳಬೇಕು ಎಂದು ಉಪನ್ಯಾಸಕರು ತಿಳಿಸಿದರು. ಕಾಯಕವೇ ಕೈಲಾಸ ಎಂಬ ತತ್ವ ಇಂದಿಗೂ ಮಾದರಿ. (58, 747, 176, 802)
theatre-row-label: ಬಾಲಾಜಿ ಚಿತ್ರಮಂದಿರ (658, 156, 707, 164)
theatre-row-info: 4 ಪ್ರದರ್ಶನಗಳು (857, 167, 892, 175)
loan-photo (308, 1208, 648, 1294)
sharana-headline: ಶರಣರ ಸಾಹಿತ್ಯದ ಸಾರವನ್ನು ವಿದ್ಯಾರ್ಥಿಗಳು ಅರಿಯಬೇಕು (58, 709, 491, 737)
obit2-body: ಕೆ.ಆರ್.ನಗರ: ತಾಲೂಕಿನ ನಿವಾಸಿ ಲಕ್ಷ್ಮಮ್ಮ(54) ಶುಕ್ರವಾರ ಮೃತಪಟ್ಟರು. ಮೃತರು ಪತಿ, ಪುತ್ರ, ಪುತ್ರಿ ಹಾಗೂ ಅಪಾರ ಬಂಧುಬಳಗವನ್ನು ಅಗಲಿದ್ದಾರೆ. ಮೃತರ ಅಂತ್ಯಕ್ರಿಯೆ ಸ್ವಗ್ರಾಮದಲ್ಲಿ ನೆರವೇರಿತು. ಮೃತರ ನಿಧನಕ್ಕೆ ಗ್ರಾಮದ ಮುಖಂಡರು ಸಂತಾಪ ಸೂಚಿಸಿದ್ದಾರೆ. (724, 1279, 894, 1305)
theatre-row-info: 4 ಪ್ರದರ್ಶನಗಳು (857, 191, 892, 199)
mvc-block (655, 668, 895, 794)
magenta-dot (452, 1406, 458, 1412)
narayana-photo (302, 350, 514, 442)
sharana-body-c: ಸ್ವಾಮೀಜಿಗಳು ದಿವ್ಯ ಸಾನ್ನಿಧ್ಯ ವಹಿಸಿದ್ದರು. ದತ್ತಿ ದಾನಿಗಳನ್ನು ಸನ್ಮಾನಿಸಲಾಯಿತು. ಕಾರ್ಯಕ್ರಮದಲ್ಲಿ ತಾಲೂಕು ಘಟಕದ ಅಧ್ಯಕ್ಷರು, ಕಾರ್ಯದರ್ಶಿಗಳು, ನಿವೃತ್ತ ಶಿಕ್ಷಕರು ಹಾಗೂ ಗಣ್ಯರು ಉಪಸ್ಥಿತರಿದ್ದರು. ಶರಣ ಸಾಹಿತ್ಯ ಅಧ್ಯಯನಕ್ಕೆ ಯುವಜನರು ಮುಂದಾಗಬೇಕು ಎಂದು ಕರೆ ನೀಡಿದರು. (578, 747, 648, 830)
theatre-row-info: (ದೂ: 2497199) (837, 156, 892, 164)
theatre-row-info: 4 ಪ್ರದರ್ಶನಗಳು (857, 143, 892, 151)
theatre-row-label: ಜೈಲರ್ (ತ) (658, 143, 684, 151)
issue-date: ಶನಿವಾರ 2 ಸೆಪ್ಟೆಂಬರ್ 2023 (769, 55, 895, 69)
theatre-row-label: ಮಹಾಲಕ್ಷ್ಮಿ ಚಿತ್ರಮಂದಿರ (658, 180, 712, 188)
snake-headline: ಹಾವು ಕಚ್ಚಿ ಮಹಿಳೆ ಸಾವು (508, 953, 605, 967)
inox-shows (655, 554, 895, 664)
mvc-shows (655, 702, 895, 792)
screen-showtimes: ಸ್ಕ್ರೀನ್ 2 : ಕೌಸಲ್ಯ ಸುಪ್ರಜಾ ರಾಮ (ಕ): ಬೆ.11.00, ಜೈಲರ್ (ತ): ಮ.1.15, ರಾ.7.30, ಡ್ರೀಮ್ ಗರ್ಲ್ (ಹಿ): ಸಂ.4.15 (655, 725, 895, 748)
drc-name: ಡಿಆರ್‌ಸಿ ಸಿನಿಮಾಸ್ (711, 350, 893, 366)
drc-block (655, 348, 895, 518)
cyan-dot (440, 1406, 446, 1412)
black-dot (476, 1406, 482, 1412)
